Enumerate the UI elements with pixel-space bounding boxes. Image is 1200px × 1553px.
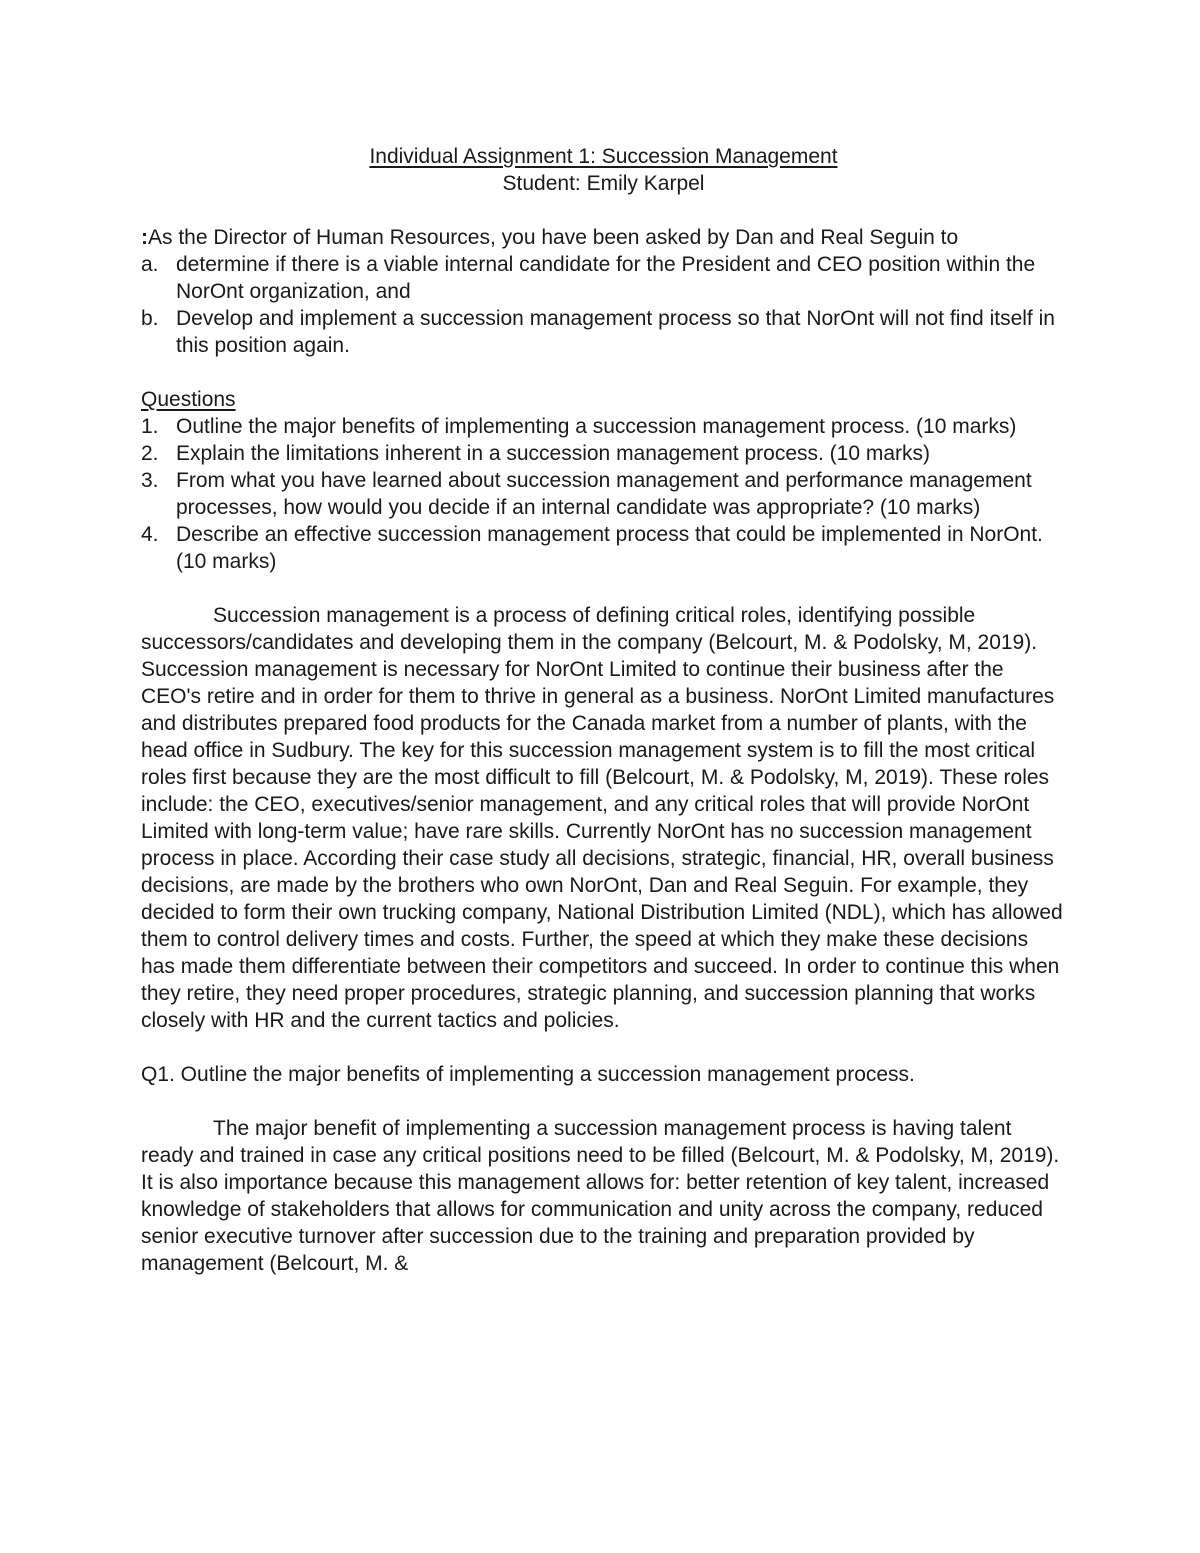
list-item — [141, 467, 1066, 521]
intro-lead-text: As the Director of Human Resources, you have been asked by Dan and Real Seguin to — [148, 226, 959, 249]
intro-colon: : — [141, 226, 148, 249]
spacer — [141, 575, 1066, 602]
list-item-text: Develop and implement a succession management process so that NorOnt will not find itself in this position again. — [176, 307, 1055, 357]
list-item-text: Explain the limitations inherent in a succession management process. (10 marks) — [176, 442, 931, 465]
document-page — [141, 143, 1066, 1277]
questions-heading: Questions — [141, 388, 236, 411]
list-marker: a. — [141, 253, 159, 276]
list-marker: b. — [141, 307, 159, 330]
list-marker: 4. — [141, 523, 159, 546]
spacer — [141, 359, 1066, 386]
questions-list — [141, 413, 1066, 575]
list-item — [141, 305, 1066, 359]
body-paragraph-1: Succession management is a process of defining critical roles, identifying possible successors/candidates and developing them in the company (Belcourt, M. & Podolsky, M, 2019). Succession management is necessary for NorOnt Limited to continue their business after the CEO's retire and in order for them to thrive in general as a business. NorOnt Limited manufactures and distributes prepared food products for the Canada market from a number of plants, with the head office in Sudbury. The key for this succession management system is to fill the most critical roles first because they are the most difficult to fill (Belcourt, M. & Podolsky, M, 2019). These roles include: the CEO, executives/senior management, and any critical roles that will provide NorOnt Limited with long-term value; have rare skills. Currently NorOnt has no succession management process in place. According their case study all decisions, strategic, financial, HR, overall business decisions, are made by the brothers who own NorOnt, Dan and Real Seguin. For example, they decided to form their own trucking company, National Distribution Limited (NDL), which has allowed them to control delivery times and costs. Further, the speed at which they make these decisions has made them differentiate between their competitors and succeed. In order to continue this when they retire, they need proper procedures, strategic planning, and succession planning that works closely with HR and the current tactics and policies. — [141, 604, 1063, 1032]
spacer — [141, 1034, 1066, 1061]
spacer — [141, 197, 1066, 224]
document-title: Individual Assignment 1: Succession Management — [369, 145, 838, 168]
student-name: Student: Emily Karpel — [502, 172, 705, 195]
list-item-text: Describe an effective succession management process that could be implemented in NorOnt. (10 marks) — [176, 523, 1043, 573]
list-item — [141, 440, 1066, 467]
spacer — [141, 1088, 1066, 1115]
list-marker: 2. — [141, 442, 159, 465]
list-item — [141, 413, 1066, 440]
list-item-text: determine if there is a viable internal candidate for the President and CEO position within the NorOnt organization, and — [176, 253, 1036, 303]
list-item-text: Outline the major benefits of implementing a succession management process. (10 marks) — [176, 415, 1017, 438]
intro-lead — [141, 224, 1066, 251]
body-paragraph-2: The major benefit of implementing a succession management process is having talent ready and trained in case any critical positions need to be filled (Belcourt, M. & Podolsky, M, 2019). It is also importance because this management allows for: better retention of key talent, increased knowledge of stakeholders that allows for communication and unity across the company, reduced senior executive turnover after succession due to the training and preparation provided by management (Belcourt, M. & — [141, 1117, 1060, 1275]
list-marker: 3. — [141, 469, 159, 492]
list-item — [141, 521, 1066, 575]
list-item-text: From what you have learned about succession management and performance management processes, how would you decide if an internal candidate was appropriate? (10 marks) — [176, 469, 1032, 519]
intro-list — [141, 251, 1066, 359]
list-marker: 1. — [141, 415, 159, 438]
q1-heading: Q1. Outline the major benefits of implementing a succession management process. — [141, 1063, 915, 1086]
list-item — [141, 251, 1066, 305]
